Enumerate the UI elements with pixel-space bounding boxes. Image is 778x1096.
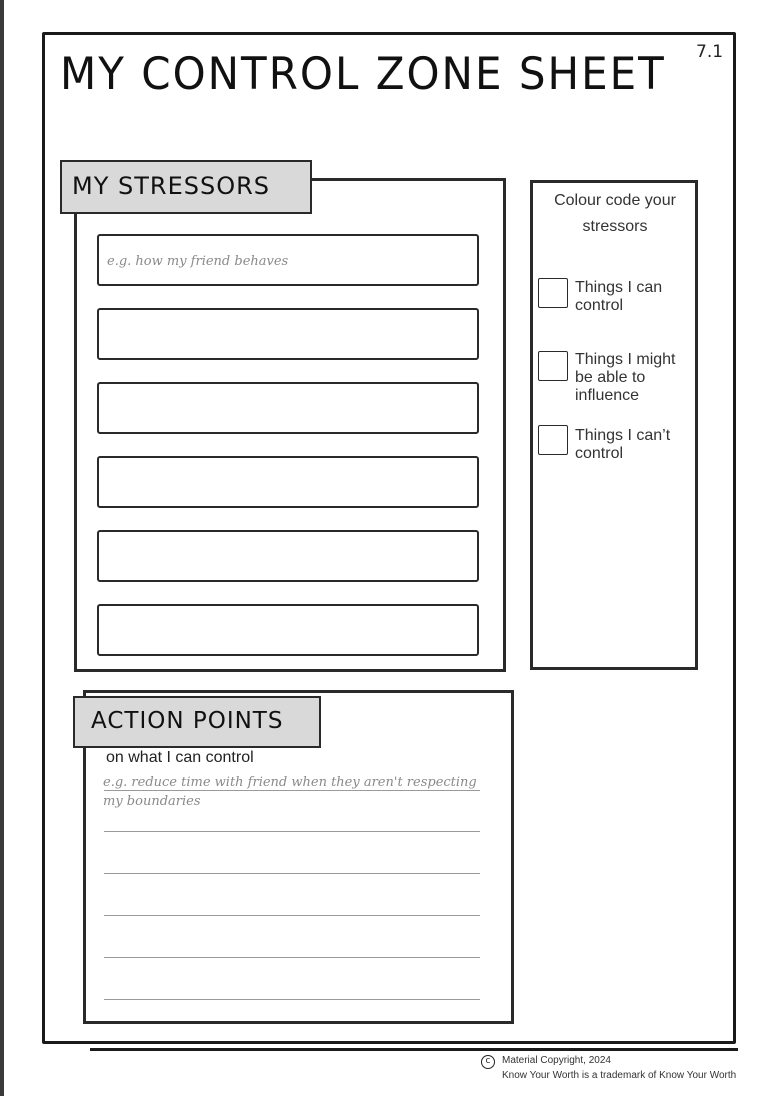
page-title: MY CONTROL ZONE SHEET [60,48,666,100]
page-number: 7.1 [696,42,724,62]
window-left-edge [0,0,4,1096]
legend-checkbox-control[interactable] [538,278,568,308]
action-points-subtitle: on what I can control [106,749,254,766]
legend-label-control: Things I can control [575,279,663,314]
stressor-box-4[interactable] [97,456,479,508]
action-line-6[interactable] [104,999,480,1000]
action-line-3[interactable] [104,873,480,874]
copyright-icon: c [481,1055,495,1069]
legend-checkbox-cant-control[interactable] [538,425,568,455]
stressor-box-1[interactable] [97,234,479,286]
worksheet-bottom-shadow [90,1048,738,1051]
action-line-2[interactable] [104,831,480,832]
legend-label-influence: Things I might be able to influence [575,351,676,404]
action-points-heading: ACTION POINTS [73,696,321,748]
stressor-box-6[interactable] [97,604,479,656]
action-line-5[interactable] [104,957,480,958]
action-example-text: e.g. reduce time with friend when they aren't respecting my boundaries [103,775,477,809]
action-line-4[interactable] [104,915,480,916]
stressor-box-5[interactable] [97,530,479,582]
legend-heading: Colour code your stressors [554,192,676,235]
stressor-example-text: e.g. how my friend behaves [107,254,289,269]
action-line-1[interactable] [104,790,480,791]
legend-label-cant-control: Things I can’t control [575,427,671,462]
trademark-text: Know Your Worth is a trademark of Know Your Worth [502,1070,737,1081]
copyright-text: Material Copyright, 2024 [502,1055,611,1066]
stressor-box-2[interactable] [97,308,479,360]
stressor-box-3[interactable] [97,382,479,434]
stressors-heading: MY STRESSORS [60,160,312,214]
legend-checkbox-influence[interactable] [538,351,568,381]
